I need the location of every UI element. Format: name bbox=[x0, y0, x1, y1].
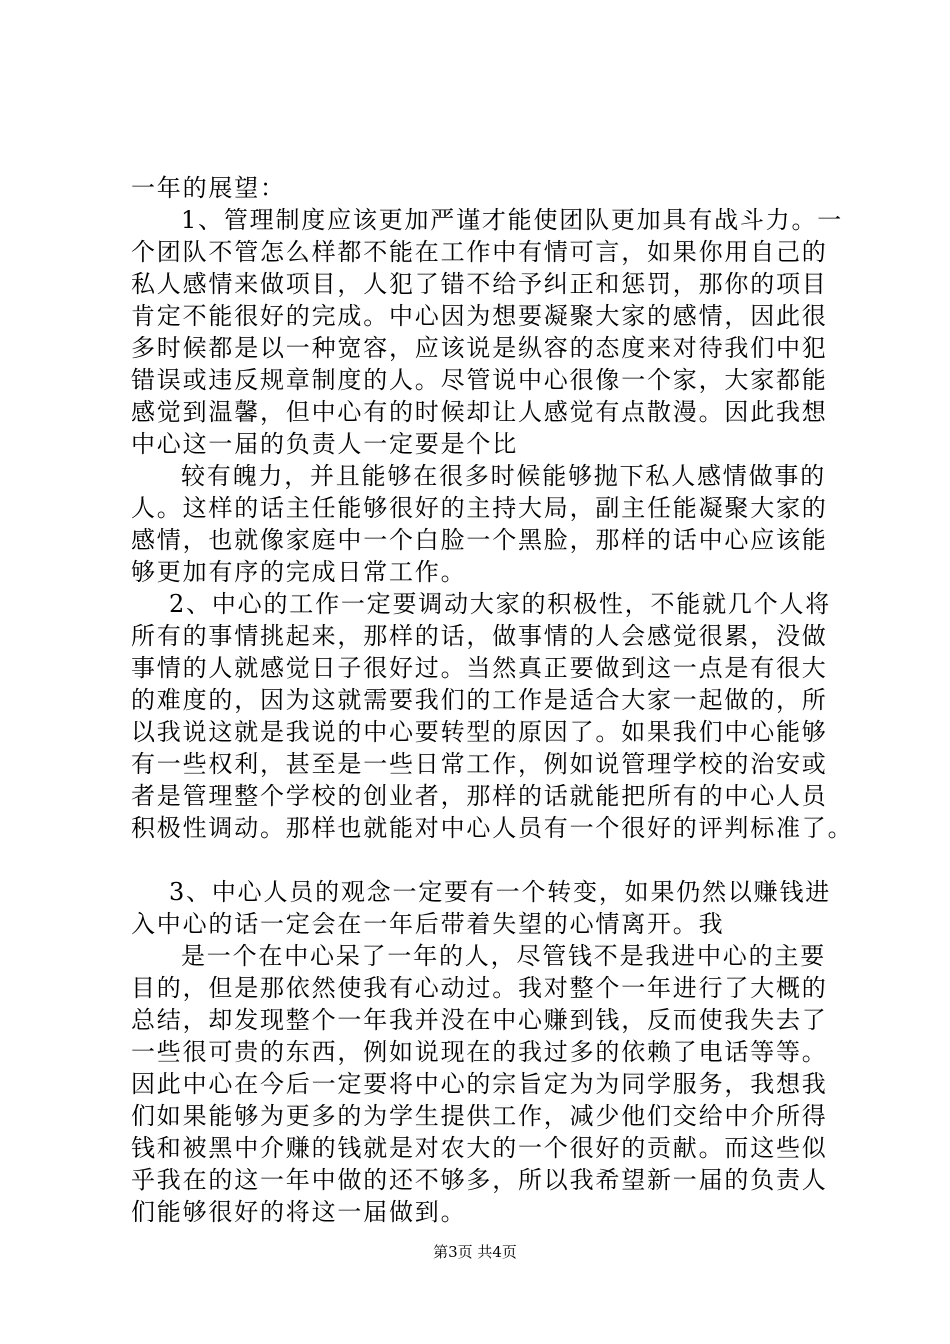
blank-line bbox=[131, 844, 831, 876]
paragraph-3-line: 积极性调动。那样也就能对中心人员有一个很好的评判标准了。 bbox=[131, 814, 854, 842]
paragraph-5-line: 因此中心在今后一定要将中心的宗旨定为为同学服务，我想我 bbox=[131, 1070, 828, 1098]
page-number-footer: 第3页 共4页 bbox=[433, 1243, 517, 1261]
paragraph-2-line: 人。这样的话主任能够很好的主持大局，副主任能凝聚大家的 bbox=[131, 494, 828, 522]
paragraph-1-line: 多时候都是以一种宽容，应该说是纵容的态度来对待我们中犯 bbox=[131, 334, 828, 362]
paragraph-5-line: 目的，但是那依然使我有心动过。我对整个一年进行了大概的 bbox=[131, 974, 828, 1002]
paragraph-1-line: 个团队不管怎么样都不能在工作中有情可言，如果你用自己的 bbox=[131, 238, 828, 266]
paragraph-3-line: 有一些权利，甚至是一些日常工作，例如说管理学校的治安或 bbox=[131, 750, 828, 778]
paragraph-3-line: 的难度的，因为这就需要我们的工作是适合大家一起做的，所 bbox=[131, 686, 828, 714]
paragraph-5-line: 们如果能够为更多的为学生提供工作，减少他们交给中介所得 bbox=[131, 1102, 828, 1130]
paragraph-5-line: 乎我在的这一年中做的还不够多，所以我希望新一届的负责人 bbox=[131, 1166, 828, 1194]
paragraph-3-line: 事情的人就感觉日子很好过。当然真正要做到这一点是有很大 bbox=[131, 654, 828, 682]
paragraph-4-line: 3、中心人员的观念一定要有一个转变，如果仍然以赚钱进 bbox=[169, 878, 832, 906]
paragraph-5-line: 是一个在中心呆了一年的人，尽管钱不是我进中心的主要 bbox=[181, 942, 826, 970]
paragraph-5-line: 钱和被黑中介赚的钱就是对农大的一个很好的贡献。而这些似 bbox=[131, 1134, 828, 1162]
paragraph-2-line: 够更加有序的完成日常工作。 bbox=[131, 558, 467, 586]
paragraph-1-line: 中心这一届的负责人一定要是个比 bbox=[131, 430, 518, 458]
paragraph-1-line: 错误或违反规章制度的人。尽管说中心很像一个家，大家都能 bbox=[131, 366, 828, 394]
paragraph-1-line: 感觉到温馨，但中心有的时候却让人感觉有点散漫。因此我想 bbox=[131, 398, 828, 426]
paragraph-1-line: 1、管理制度应该更加严谨才能使团队更加具有战斗力。一 bbox=[181, 206, 844, 234]
paragraph-2-line: 较有魄力，并且能够在很多时候能够抛下私人感情做事的 bbox=[181, 462, 826, 490]
paragraph-5-line: 一些很可贵的东西，例如说现在的我过多的依赖了电话等等。 bbox=[131, 1038, 828, 1066]
document-body bbox=[131, 172, 854, 1228]
paragraph-1-line: 肯定不能很好的完成。中心因为想要凝聚大家的感情，因此很 bbox=[131, 302, 828, 330]
paragraph-3-line: 以我说这就是我说的中心要转型的原因了。如果我们中心能够 bbox=[131, 718, 828, 746]
paragraph-3-line: 2、中心的工作一定要调动大家的积极性，不能就几个人将 bbox=[169, 590, 832, 618]
paragraph-5-line: 总结，却发现整个一年我并没在中心赚到钱，反而使我失去了 bbox=[131, 1006, 828, 1034]
paragraph-3-line: 所有的事情挑起来，那样的话，做事情的人会感觉很累，没做 bbox=[131, 622, 828, 650]
paragraph-4-line: 入中心的话一定会在一年后带着失望的心情离开。我 bbox=[131, 910, 725, 938]
paragraph-1-line: 私人感情来做项目，人犯了错不给予纠正和惩罚，那你的项目 bbox=[131, 270, 828, 298]
section-heading: 一年的展望： bbox=[131, 174, 286, 202]
paragraph-3-line: 者是管理整个学校的创业者，那样的话就能把所有的中心人员 bbox=[131, 782, 828, 810]
paragraph-5-line: 们能够很好的将这一届做到。 bbox=[131, 1198, 467, 1226]
paragraph-2-line: 感情，也就像家庭中一个白脸一个黑脸，那样的话中心应该能 bbox=[131, 526, 828, 554]
